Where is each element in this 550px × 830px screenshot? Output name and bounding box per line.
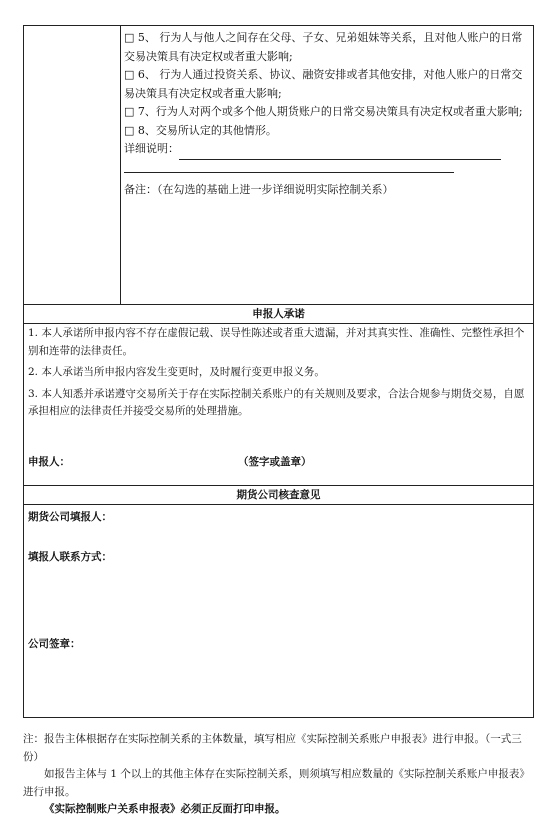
- note-2: 如报告主体与 1 个以上的其他主体存在实际控制关系，则须填写相应数量的《实际控制关系账户申报表》进行申报。: [23, 768, 530, 798]
- note-1: 注：报告主体根据存在实际控制关系的主体数量，填写相应《实际控制关系账户申报表》进行申报。（一式三份）: [23, 733, 522, 763]
- filler-contact-field[interactable]: 填报人联系方式：: [28, 551, 112, 563]
- company-filler-field[interactable]: 期货公司填报人：: [28, 511, 112, 523]
- promise-item-2: 2. 本人承诺当所申报内容发生变更时，及时履行变更申报义务。: [28, 366, 325, 378]
- form-table: [23, 25, 534, 718]
- company-seal-field[interactable]: 公司签章：: [28, 638, 81, 650]
- control-relationship-section: [24, 26, 533, 305]
- verification-section-title: 期货公司核查意见: [24, 486, 533, 505]
- promise-section-title: 申报人承诺: [24, 305, 533, 324]
- sign-or-seal-label: （签字或盖章）: [238, 456, 312, 468]
- promise-section: [24, 324, 533, 486]
- detail-input-line[interactable]: [179, 140, 501, 160]
- detail-label: 详细说明：: [124, 142, 179, 155]
- options-cell: [124, 29, 529, 199]
- detail-input-line-2[interactable]: [124, 160, 454, 173]
- option-5[interactable]: □ 5、 行为人与他人之间存在父母、子女、兄弟姐妹等关系，且对他人账户的日常交易决策具有决定权或者重大影响;: [124, 31, 523, 63]
- option-8[interactable]: □ 8、交易所认定的其他情形。: [124, 123, 277, 137]
- footer-notes: [23, 731, 533, 819]
- applicant-sign-row: [28, 454, 508, 472]
- option-6[interactable]: □ 6、 行为人通过投资关系、协议、融资安排或者其他安排，对他人账户的日常交易决策具有决定权或者重大影响;: [124, 68, 523, 100]
- note-3: 《实际控制账户关系申报表》必须正反面打印申报。: [44, 803, 286, 815]
- left-label-cell: [24, 26, 121, 304]
- promise-item-1: 1. 本人承诺所申报内容不存在虚假记载、误导性陈述或者重大遗漏，并对其真实性、准确性、完整性承担个别和连带的法律责任。: [28, 327, 525, 357]
- remark-text: 备注：（在勾选的基础上进一步详细说明实际控制关系）: [124, 182, 394, 196]
- detail-row: [124, 140, 529, 160]
- promise-item-3: 3. 本人知悉并承诺遵守交易所关于存在实际控制关系账户的有关规则及要求，合法合规参与期货交易，自愿承担相应的法律责任并接受交易所的处理措施。: [28, 387, 525, 417]
- applicant-label: 申报人：: [28, 456, 70, 468]
- option-7[interactable]: □ 7、行为人对两个或多个他人期货账户的日常交易决策具有决定权或者重大影响;: [124, 105, 523, 118]
- verification-section: [24, 505, 533, 717]
